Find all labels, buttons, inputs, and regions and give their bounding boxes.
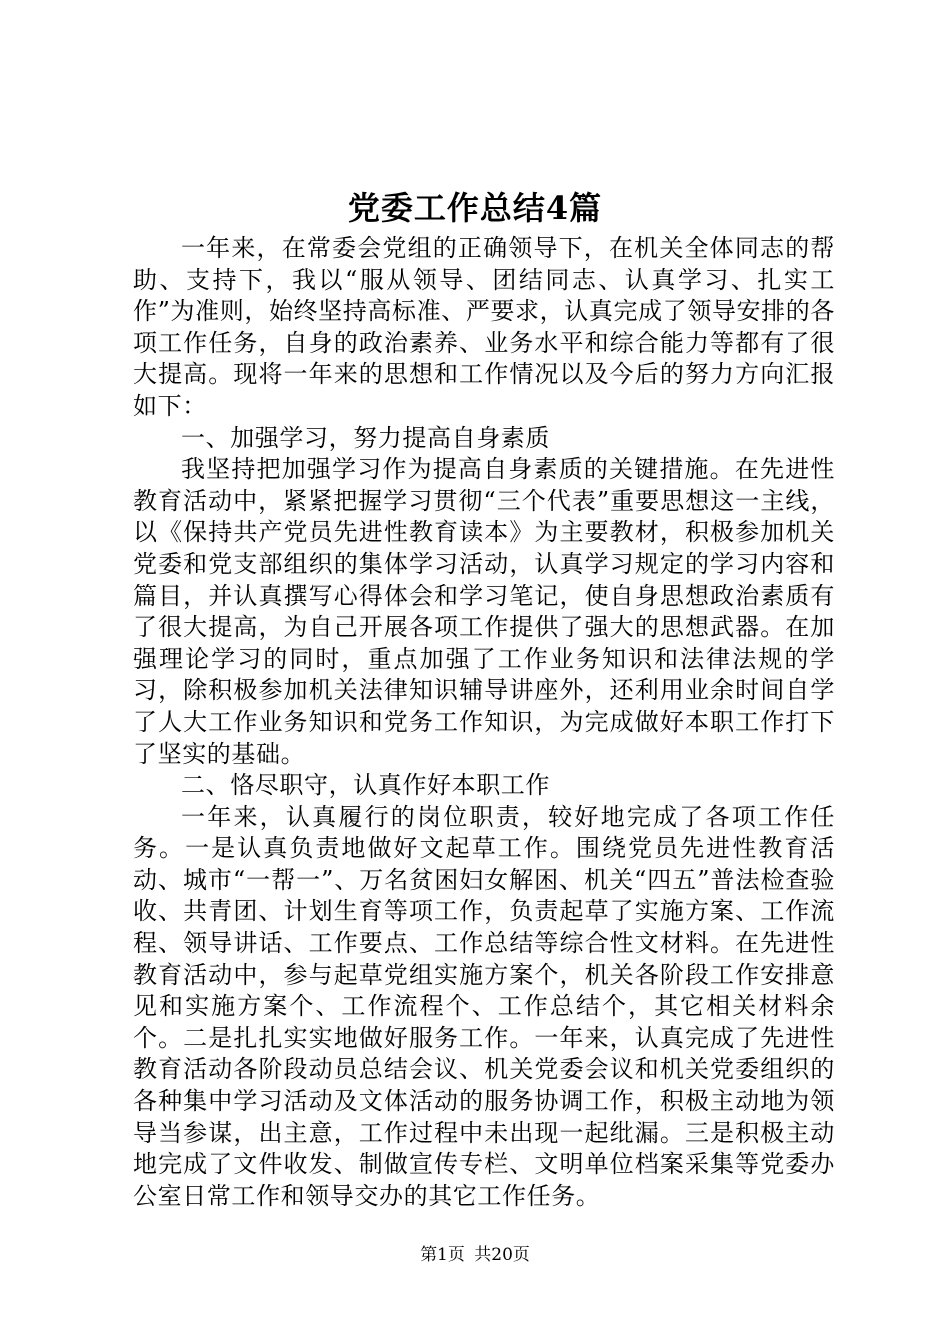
section-heading-1: 一、加强学习，努力提高自身素质	[181, 423, 550, 452]
page-total: 共20页	[474, 1245, 530, 1265]
section-heading-2: 二、恪尽职守，认真作好本职工作	[181, 771, 550, 800]
paragraph-section-1: 我坚持把加强学习作为提高自身素质的关键措施。在先进性教育活动中，紧紧把握学习贯彻“三个代表”重要思想这一主线，以《保持共产党员先进性教育读本》为主要教材，积极参加机关党委和党支部组织的集体学习活动，认真学习规定的学习内容和篇目，并认真撰写心得体会和学习笔记，使自身思想政治素质有了很大提高，为自己开展各项工作提供了强大的思想武器。在加强理论学习的同时，重点加强了工作业务知识和法律法规的学习，除积极参加机关法律知识辅导讲座外，还利用业余时间自学了人大工作业务知识和党务工作知识，为完成做好本职工作打下了坚实的基础。	[133, 455, 835, 768]
paragraph-intro: 一年来，在常委会党组的正确领导下，在机关全体同志的帮助、支持下，我以“服从领导、团结同志、认真学习、扎实工作”为准则，始终坚持高标准、严要求，认真完成了领导安排的各项工作任务，自身的政治素养、业务水平和综合能力等都有了很大提高。现将一年来的思想和工作情况以及今后的努力方向汇报如下：	[133, 234, 835, 420]
paragraph-section-2: 一年来，认真履行的岗位职责，较好地完成了各项工作任务。一是认真负责地做好文起草工作。围绕党员先进性教育活动、城市“一帮一”、万名贫困妇女解困、机关“四五”普法检查验收、共青团、计划生育等项工作，负责起草了实施方案、工作流程、领导讲话、工作要点、工作总结等综合性文材料。在先进性教育活动中，参与起草党组实施方案个，机关各阶段工作安排意见和实施方案个、工作流程个、工作总结个，其它相关材料余个。二是扎扎实实地做好服务工作。一年来，认真完成了先进性教育活动各阶段动员总结会议、机关党委会议和机关党委组织的各种集中学习活动及文体活动的服务协调工作，积极主动地为领导当参谋，出主意，工作过程中未出现一起纰漏。三是积极主动地完成了文件收发、制做宣传专栏、文明单位档案采集等党委办公室日常工作和领导交办的其它工作任务。	[133, 802, 835, 1210]
page-footer	[0, 1244, 950, 1266]
page-number: 第1页	[420, 1245, 465, 1265]
document-body	[133, 233, 835, 1212]
document-title: 党委工作总结4篇	[347, 189, 603, 227]
